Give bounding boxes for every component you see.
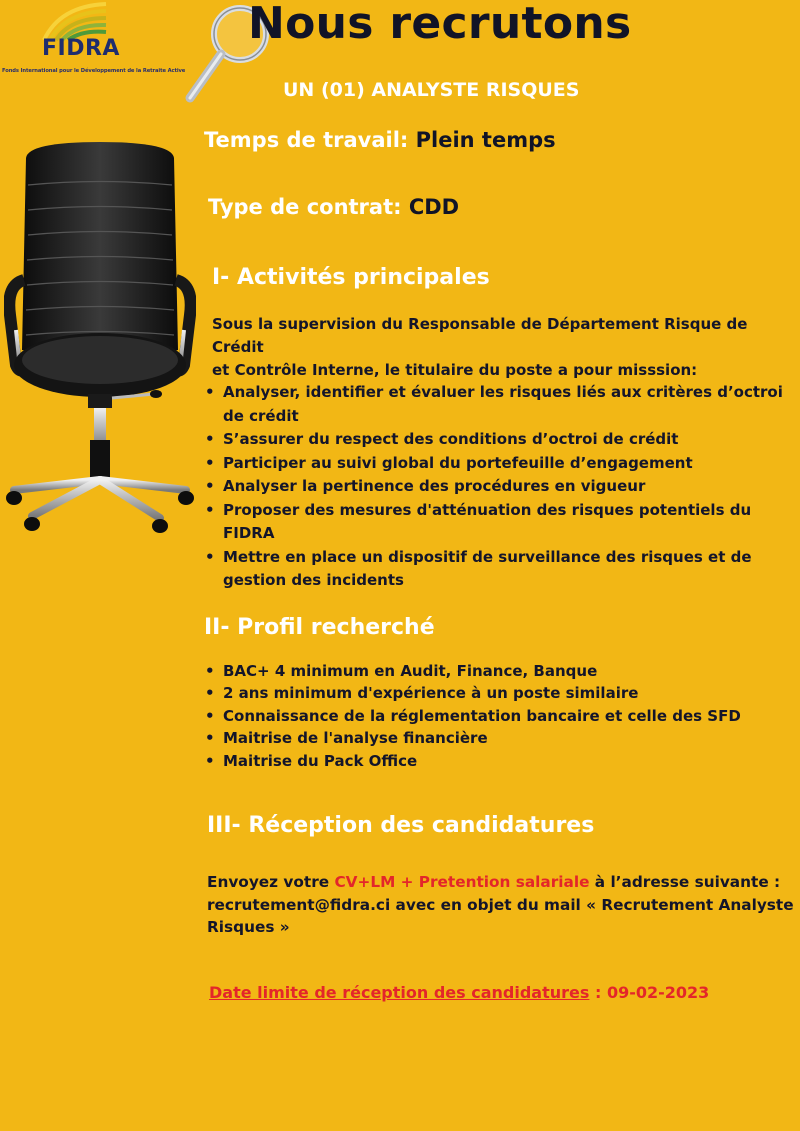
list-item: • Proposer des mesures d'atténuation des risques potentiels du FIDRA [203,499,788,546]
email-line-2: Risques » [207,918,290,936]
deadline-label: Date limite de réception des candidatures [209,983,590,1002]
list-item: • Maitrise du Pack Office [203,750,788,772]
email-line: recrutement@fidra.ci avec en objet du mail « Recrutement Analyste [207,895,794,914]
page-title: Nous recrutons [248,0,632,49]
work-time-row [204,128,556,152]
fidra-logo [2,2,186,80]
send-line [207,871,800,894]
list-item: • Analyser, identifier et évaluer les risques liés aux critères d’octroi de crédit [203,381,788,428]
deadline-separator: : [589,983,607,1002]
list-item: • Participer au suivi global du portefeuille d’engagement [203,452,788,476]
send-highlight: CV+LM + Pretention salariale [334,873,590,891]
activities-heading: I- Activités principales [212,265,490,290]
list-item: • Maitrise de l'analyse financière [203,727,788,749]
profile-heading: II- Profil recherché [204,615,435,640]
send-prefix: Envoyez votre [207,873,335,891]
logo-tagline: Fonds International pour le Développement de la Retraite Active [2,68,186,74]
profile-list [203,660,788,772]
list-item: • 2 ans minimum d'expérience à un poste similaire [203,682,788,704]
list-item: • BAC+ 4 minimum en Audit, Finance, Banque [203,660,788,682]
list-item: • Analyser la pertinence des procédures en vigueur [203,475,788,499]
activities-intro-line-1: Sous la supervision du Responsable de Département Risque de Crédit [212,315,748,356]
contract-label: Type de contrat: [208,195,402,219]
job-title: UN (01) ANALYSTE RISQUES [283,79,580,101]
list-item: • Connaissance de la réglementation bancaire et celle des SFD [203,705,788,727]
contract-row [208,195,459,219]
send-suffix: à l’adresse suivante : [589,873,781,891]
office-chair-image [4,140,196,535]
list-item: • Mettre en place un dispositif de surveillance des risques et de gestion des incidents [203,546,788,593]
deadline [209,981,709,1004]
applications-heading: III- Réception des candidatures [207,813,595,838]
list-item: • S’assurer du respect des conditions d’octroi de crédit [203,428,788,452]
applications-instructions [207,871,800,939]
contract-value: CDD [408,195,460,219]
activities-intro-line-2: et Contrôle Interne, le titulaire du poste a pour misssion: [212,361,698,379]
activities-intro [212,313,800,382]
logo-brand: FIDRA [42,36,120,61]
work-time-label: Temps de travail: [204,128,409,152]
deadline-value: 09-02-2023 [606,983,710,1002]
work-time-value: Plein temps [415,128,556,152]
activities-list [203,381,788,593]
